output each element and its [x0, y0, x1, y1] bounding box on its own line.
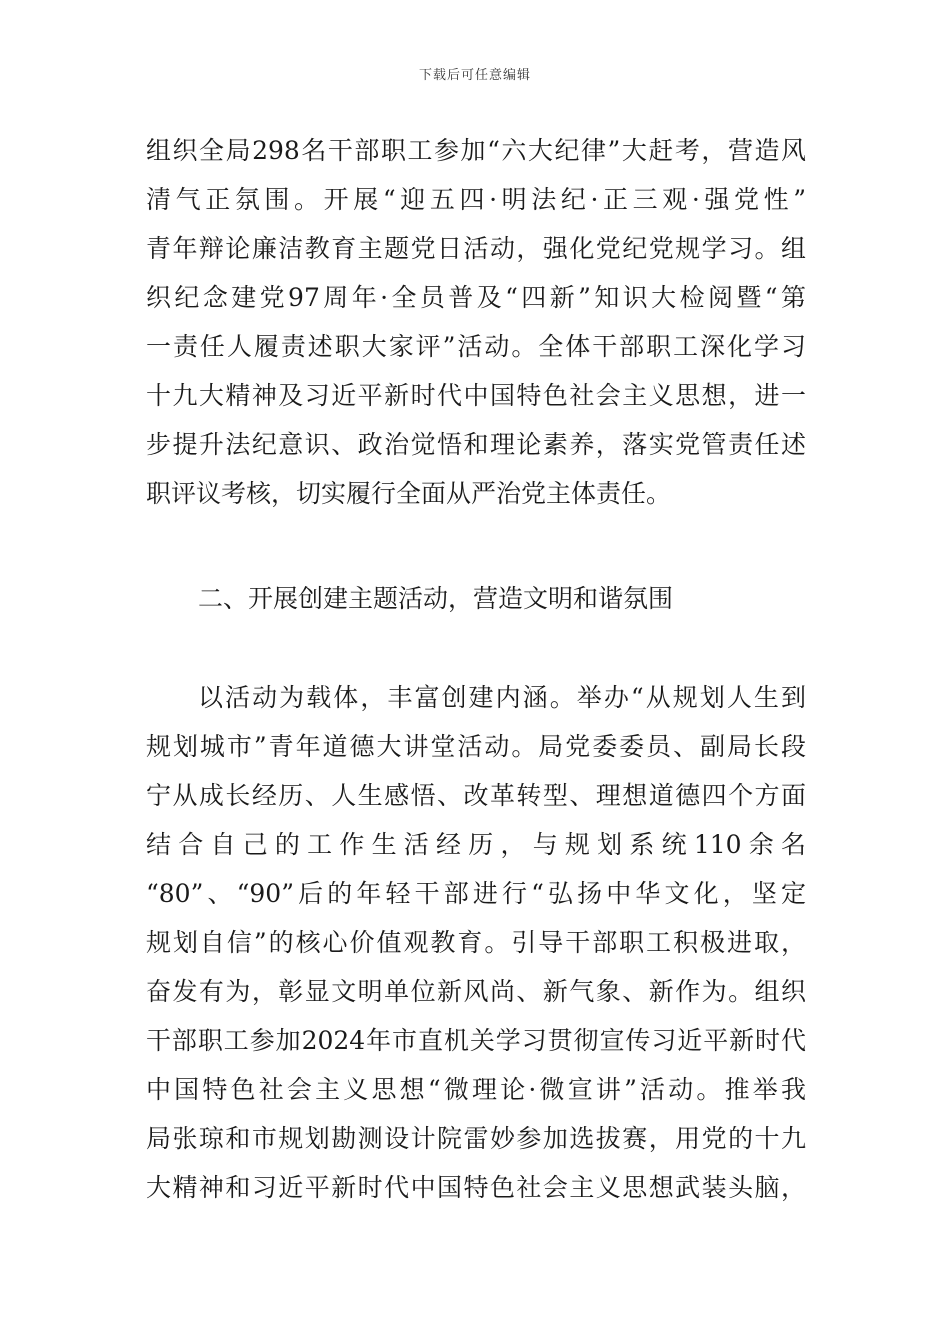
paragraph-line: 清气正氛围。开展“迎五四·明法纪·正三观·强党性” [146, 185, 806, 214]
paragraph-line: 步提升法纪意识、政治觉悟和理论素养，落实党管责任述 [146, 430, 806, 459]
paragraph-line: 大精神和习近平新时代中国特色社会主义思想武装头脑， [146, 1173, 806, 1202]
paragraph-line: 规划自信”的核心价值观教育。引导干部职工积极进取， [146, 928, 806, 957]
paragraph-line: 宁从成长经历、人生感悟、改革转型、理想道德四个方面 [146, 781, 806, 810]
page-header: 下载后可任意编辑 [418, 68, 531, 83]
paragraph-line: 职评议考核，切实履行全面从严治党主体责任。 [146, 479, 672, 508]
paragraph-line: “80”、“90”后的年轻干部进行“弘扬中华文化，坚定 [146, 879, 806, 908]
paragraph-line: 一责任人履责述职大家评”活动。全体干部职工深化学习 [146, 332, 806, 361]
paragraph-1 [146, 126, 806, 518]
paragraph-line: 干部职工参加2024年市直机关学习贯彻宣传习近平新时代 [146, 1026, 806, 1055]
paragraph-line: 十九大精神及习近平新时代中国特色社会主义思想，进一 [146, 381, 806, 410]
paragraph-line: 局张琼和市规划勘测设计院雷妙参加选拔赛，用党的十九 [146, 1124, 806, 1153]
paragraph-line: 奋发有为，彰显文明单位新风尚、新气象、新作为。组织 [146, 977, 806, 1006]
paragraph-line: 中国特色社会主义思想“微理论·微宣讲”活动。推举我 [146, 1075, 806, 1104]
section-heading-text: 二、开展创建主题活动，营造文明和谐氛围 [198, 584, 674, 613]
section-heading [146, 574, 806, 623]
paragraph-line: 结合自己的工作生活经历，与规划系统110余名 [146, 830, 806, 859]
paragraph-line: 组织全局298名干部职工参加“六大纪律”大赶考，营造风 [146, 136, 806, 165]
paragraph-line: 以活动为载体，丰富创建内涵。举办“从规划人生到 [198, 683, 806, 712]
paragraph-line: 规划城市”青年道德大讲堂活动。局党委委员、副局长段 [146, 732, 806, 761]
paragraph-2 [146, 673, 806, 1212]
paragraph-line: 青年辩论廉洁教育主题党日活动，强化党纪党规学习。组 [146, 234, 806, 263]
paragraph-line: 织纪念建党97周年·全员普及“四新”知识大检阅暨“第 [146, 283, 806, 312]
